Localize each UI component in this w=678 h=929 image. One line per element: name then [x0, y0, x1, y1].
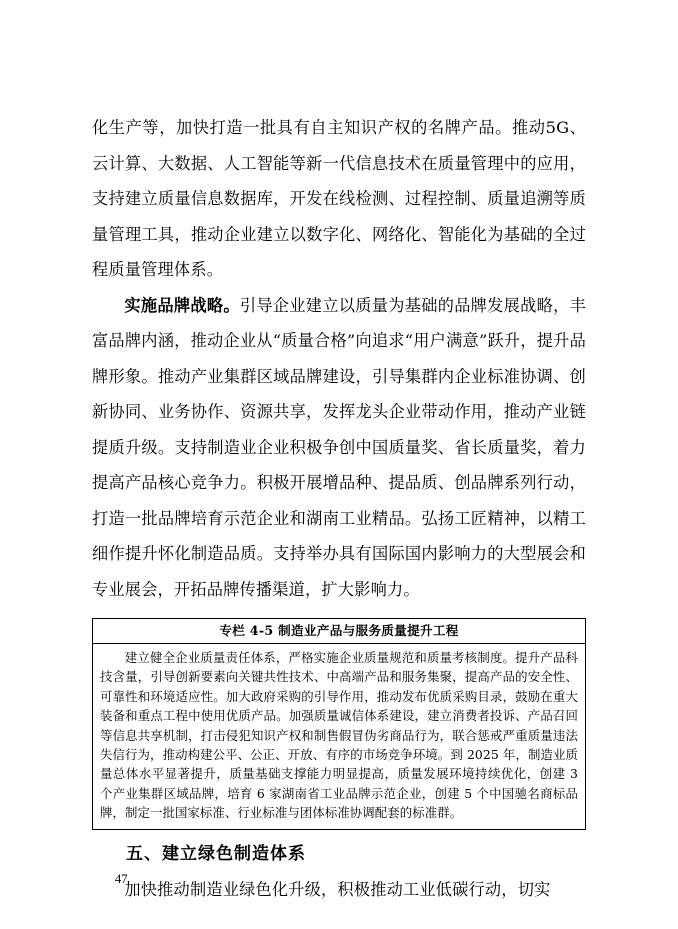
- page-number: 47: [115, 872, 128, 886]
- paragraph-green-upgrade: 加快推动制造业绿色化升级，积极推动工业低碳行动，切实: [124, 879, 551, 899]
- paragraph-brand-strategy-lead: 实施品牌战略。: [124, 295, 240, 315]
- paragraph-brand-strategy-body: 引导企业建立以质量为基础的品牌发展战略，丰富品牌内涵，推动企业从“质量合格”向追求“用户满意”跃升，提升品牌形象。推动产业集群区域品牌建设，引导集群内企业标准协调、创新协同、业务协作、资源共享，发挥龙头企业带动作用，推动产业链提质升级。支持制造业企业积极争创中国质量奖、省长质量奖，着力提高产品核心竞争力。积极开展增品种、提品质、创品牌系列行动，打造一批品牌培育示范企业和湖南工业精品。弘扬工匠精神，以精工细作提升怀化制造品质。支持举办具有国际国内影响力的大型展会和专业展会，开拓品牌传播渠道，扩大影响力。: [92, 295, 587, 599]
- section-heading-green-manufacturing: 五、建立绿色制造体系: [126, 843, 306, 864]
- callout-box: [92, 618, 586, 830]
- paragraph-quality-info-tech: 化生产等，加快打造一批具有自主知识产权的名牌产品。推动5G、云计算、大数据、人工智能等新一代信息技术在质量管理中的应用，支持建立质量信息数据库，开发在线检测、过程控制、质量追溯等质量管理工具，推动企业建立以数字化、网络化、智能化为基础的全过程质量管理体系。: [92, 118, 586, 279]
- callout-body: 建立健全企业质量责任体系，严格实施企业质量规范和质量考核制度。提升产品科技含量，引导创新要素向关键共性技术、中高端产品和服务集聚，提高产品的安全性、可靠性和环境适应性。加大政府采购的引导作用，推动发布优质采购目录，鼓励在重大装备和重点工程中使用优质产品。加强质量诚信体系建设，建立消费者投诉、产品召回等信息共享机制，打击侵犯知识产权和制售假冒伪劣商品行为，联合惩戒严重质量违法失信行为，推动构建公平、公正、开放、有序的市场竞争环境。到 2025 年，制造业质量总体水平显著提升，质量基础支撑能力明显提高，质量发展环境持续优化，创建 3 个产业集群区域品牌，培育 6 家湖南省工业品牌示范企业，创建 5 个中国驰名商标品牌，制定一批国家标准、行业标准与团体标准协调配套的标准群。: [100, 650, 578, 821]
- paragraph-brand-strategy: [92, 288, 586, 608]
- callout-title: 专栏 4-5 制造业产品与服务质量提升工程: [93, 619, 585, 644]
